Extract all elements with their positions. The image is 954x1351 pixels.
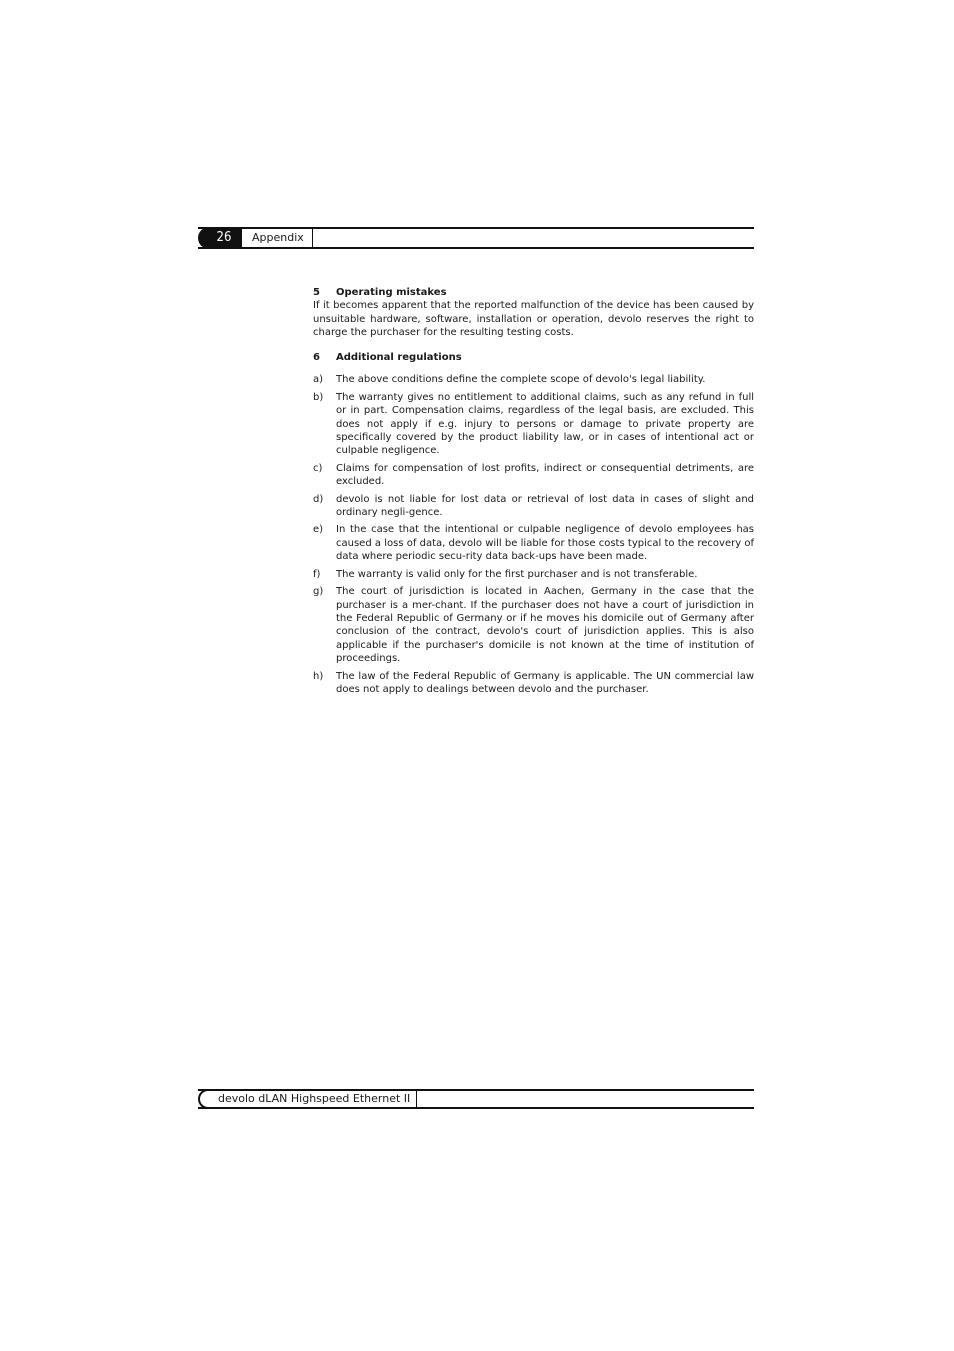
- list-item-label: d): [313, 493, 324, 505]
- list-item-text: The above conditions define the complete scope of devolo's legal liability.: [336, 374, 706, 386]
- list-item-text: The warranty is valid only for the first purchaser and is not transferable.: [336, 568, 698, 580]
- list-item: [313, 568, 754, 581]
- list-item: [313, 585, 754, 665]
- section-title: Additional regulations: [336, 352, 462, 363]
- list-item-text: Claims for compensation of lost profits, indirect or consequential detriments, are excluded.: [336, 462, 754, 488]
- list-item-label: e): [313, 524, 324, 536]
- page-footer: [198, 1089, 754, 1109]
- section-number: 6: [313, 352, 320, 363]
- section-title: Operating mistakes: [336, 287, 447, 298]
- list-item: [313, 523, 754, 563]
- list-item-label: f): [313, 568, 321, 580]
- footer-cap: [198, 1089, 210, 1109]
- list-item-label: g): [313, 586, 324, 598]
- section-6: [313, 351, 754, 696]
- section-heading: [313, 351, 754, 364]
- list-item: [313, 391, 754, 458]
- section-heading: [313, 286, 754, 299]
- list-item-text: In the case that the intentional or culpable negligence of devolo employees has caused a loss of data, devolo will be liable for those costs typical to the recovery of data where periodic secu-rity data back-ups have been made.: [336, 524, 754, 563]
- section-body: If it becomes apparent that the reported malfunction of the device has been caused by unsuitable hardware, software, installation or operation, devolo reserves the right to charge the purchaser for the resulting testing costs.: [313, 300, 754, 339]
- list-item-text: The law of the Federal Republic of Germany is applicable. The UN commercial law does not apply to dealings between devolo and the purchaser.: [336, 670, 754, 695]
- list-item: [313, 670, 754, 697]
- list-item-text: The warranty gives no entitlement to additional claims, such as any refund in full or in part. Compensation claims, regardless of the legal basis, are excluded. This does not apply if e.g. injury to persons or damage to private property are specifically covered by the product liability law, or in cases of intentional act or culpable negligence.: [336, 391, 754, 457]
- page-header: [198, 227, 754, 249]
- section-5: [313, 286, 754, 340]
- list-item-label: a): [313, 374, 324, 386]
- page-number: 26: [206, 227, 242, 249]
- list-item: [313, 462, 754, 489]
- list-item-text: The court of jurisdiction is located in Aachen, Germany in the case that the purchaser is a mer-chant. If the purchaser does not have a court of jurisdiction in the Federal Republic of Germany or if he moves his domicile out of Germany after conclusion of the contract, devolo's court of jurisdiction applies. This is also applicable if the purchaser's domicile is not known at the time of institution of proceedings.: [336, 586, 754, 665]
- section-name: Appendix: [242, 227, 313, 249]
- product-name: devolo dLAN Highspeed Ethernet II: [212, 1089, 417, 1109]
- list-item-label: h): [313, 670, 324, 682]
- list-item-label: b): [313, 391, 324, 403]
- list-item-label: c): [313, 462, 323, 474]
- section-number: 5: [313, 287, 320, 298]
- list-item-text: devolo is not liable for lost data or retrieval of lost data in cases of slight and ordinary negli-gence.: [336, 493, 754, 519]
- list-item: [313, 493, 754, 520]
- list-item: [313, 373, 754, 386]
